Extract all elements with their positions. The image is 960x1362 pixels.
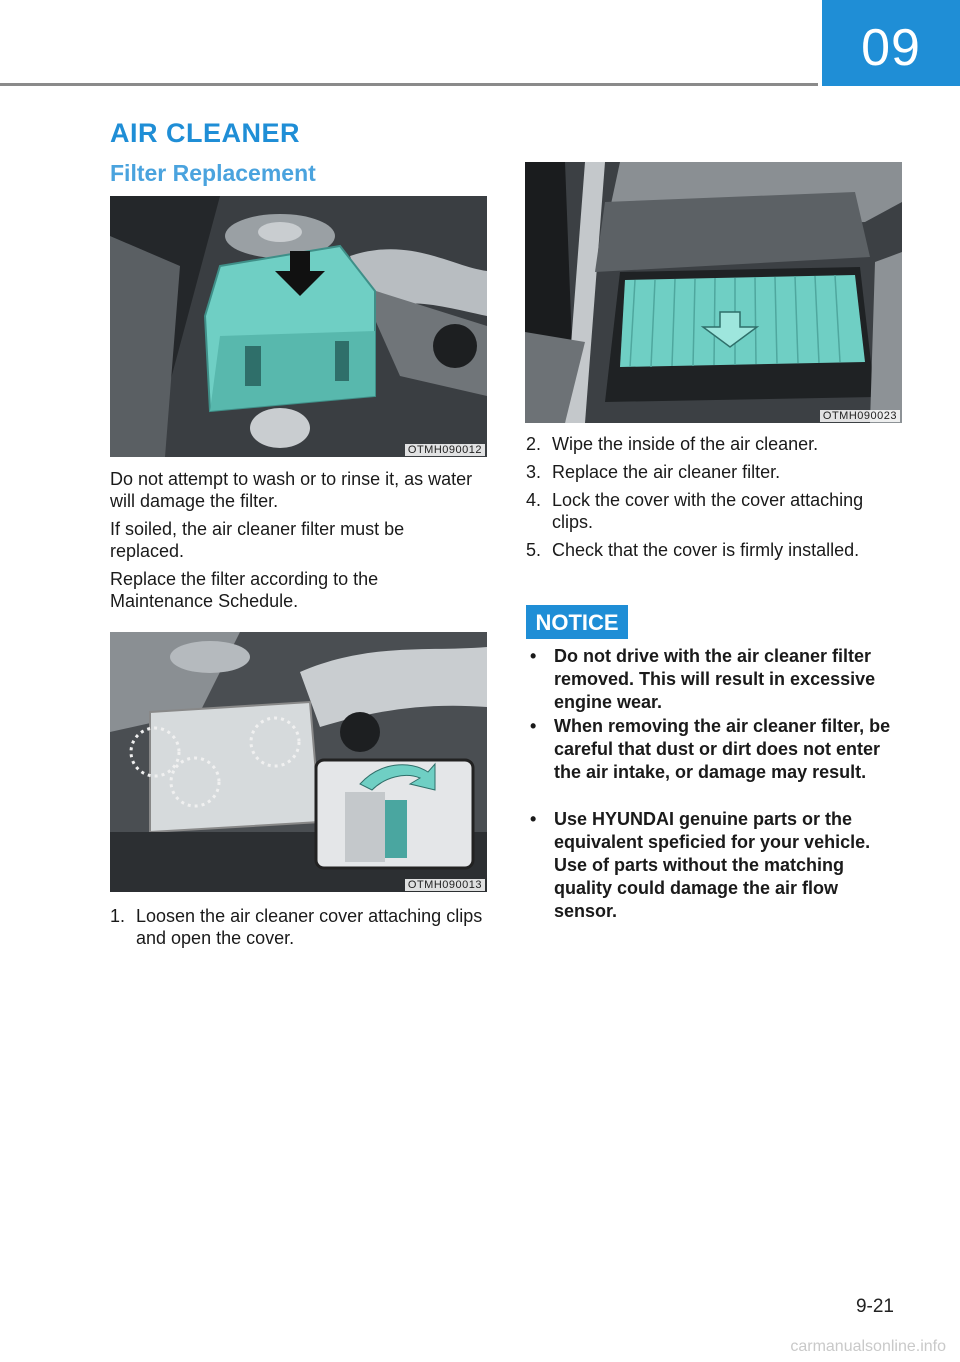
step-5 — [526, 539, 901, 561]
paragraph-schedule: Replace the filter according to the Maintenance Schedule. — [110, 569, 379, 611]
air-cleaner-clips-photo — [110, 632, 487, 892]
step-number: 3. — [526, 462, 542, 482]
notice-label: NOTICE — [526, 605, 628, 639]
image-code: OTMH090023 — [820, 410, 900, 422]
step-3 — [526, 461, 901, 483]
bullet-dot: • — [530, 646, 537, 666]
notice-bullet-1 — [530, 645, 905, 714]
image-code: OTMH090012 — [405, 444, 485, 456]
image-code: OTMH090013 — [405, 879, 485, 891]
step-1 — [110, 905, 485, 949]
notice-bullet-2 — [530, 715, 905, 784]
paragraph-wash-warning: Do not attempt to wash or to rinse it, as water will damage the filter. — [110, 469, 473, 511]
paragraph-soiled: If soiled, the air cleaner filter must be replaced. — [110, 519, 405, 561]
filter-element-photo — [525, 162, 902, 423]
engine-bay-cover-photo — [110, 196, 487, 457]
bullet-dot: • — [530, 716, 537, 736]
bullet-text: When removing the air cleaner filter, be careful that dust or dirt does not enter the air intake, or damage may result. — [554, 716, 891, 782]
step-text: Check that the cover is firmly installed. — [552, 540, 860, 560]
step-text: Lock the cover with the cover attaching clips. — [552, 490, 864, 532]
step-4 — [526, 489, 901, 533]
notice-bullet-3 — [530, 808, 905, 923]
step-text: Wipe the inside of the air cleaner. — [552, 434, 819, 454]
bullet-dot: • — [530, 809, 537, 829]
step-text: Loosen the air cleaner cover attaching clips and open the cover. — [136, 906, 483, 948]
step-text: Replace the air cleaner filter. — [552, 462, 781, 482]
step-number: 2. — [526, 434, 542, 454]
header-rule — [0, 83, 818, 86]
section-title: AIR CLEANER — [110, 118, 301, 148]
step-number: 4. — [526, 490, 542, 510]
step-number: 1. — [110, 906, 126, 926]
step-number: 5. — [526, 540, 542, 560]
chapter-tab: 09 — [822, 0, 960, 86]
bullet-text: Do not drive with the air cleaner filter removed. This will result in excessive engine wear. — [554, 646, 876, 712]
sub-title: Filter Replacement — [110, 160, 316, 186]
bullet-text: Use HYUNDAI genuine parts or the equivalent speficied for your vehicle. Use of parts without the matching quality could damage the air flow sensor. — [554, 809, 871, 921]
watermark: carmanualsonline.info — [790, 1338, 946, 1355]
page-number: 9-21 — [855, 1296, 894, 1317]
step-2 — [526, 433, 901, 455]
